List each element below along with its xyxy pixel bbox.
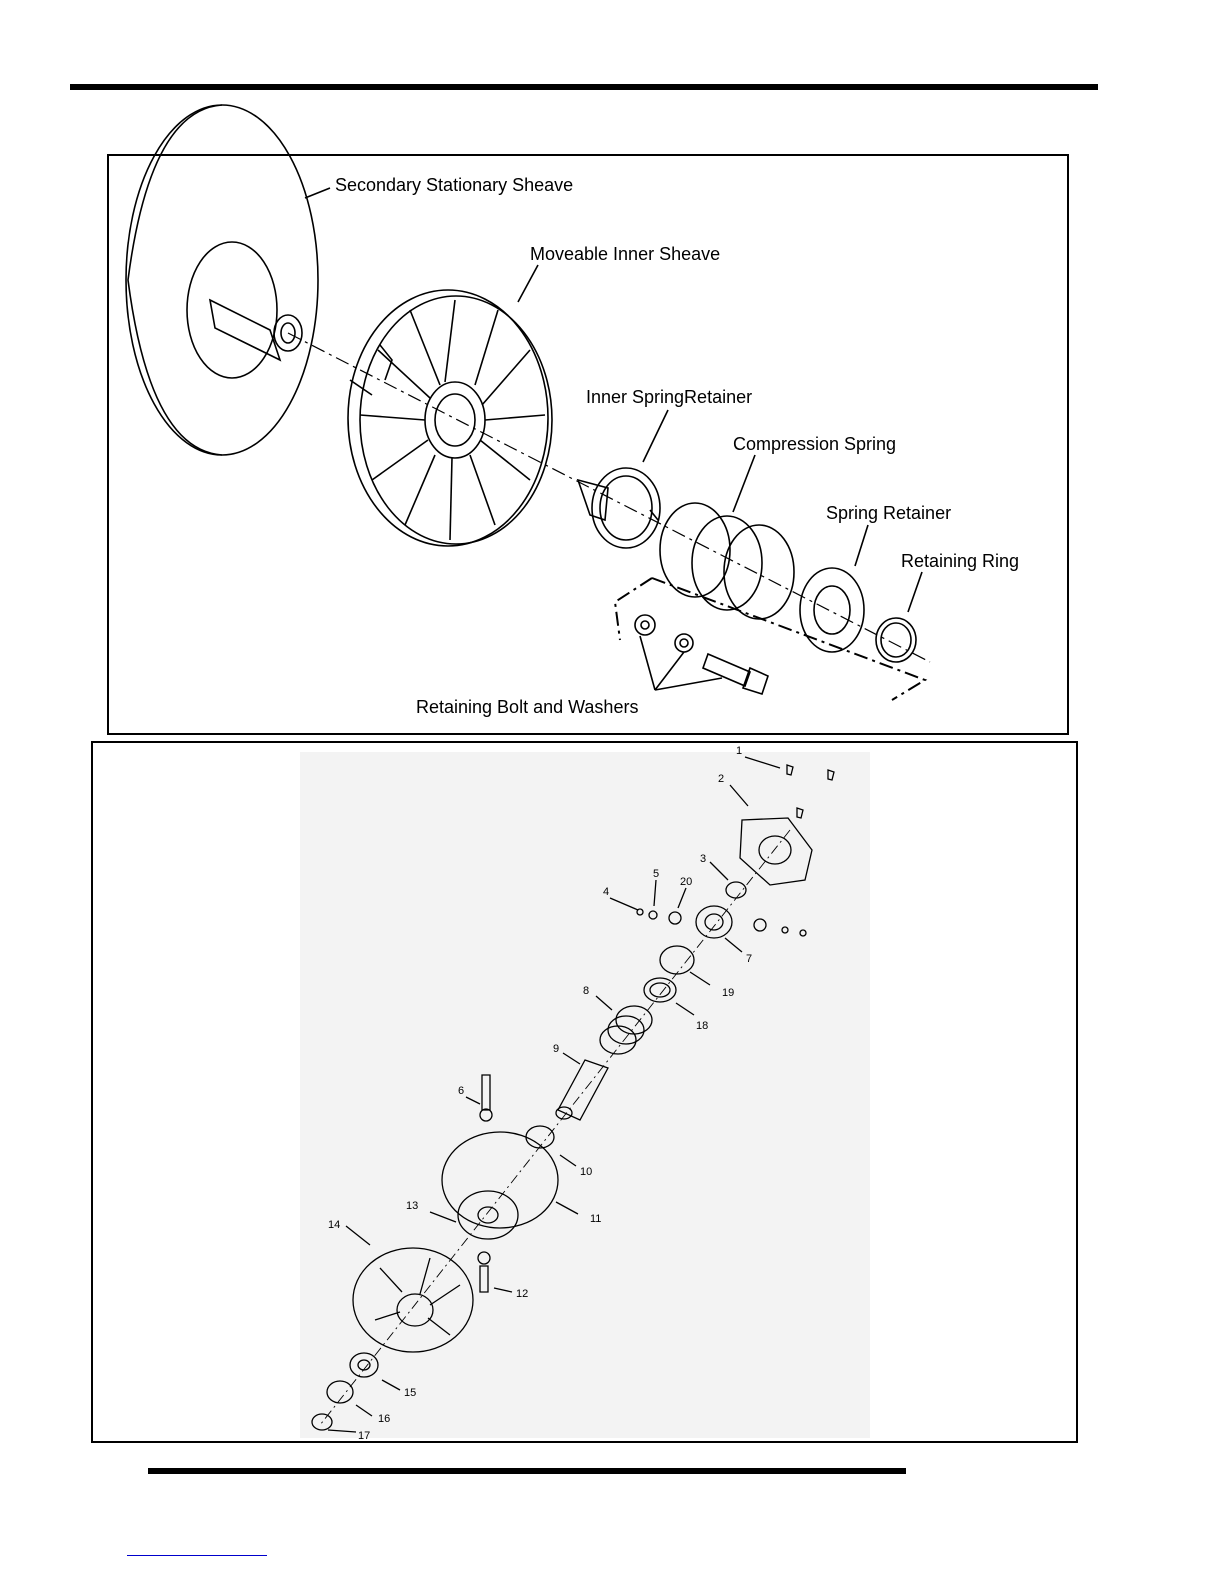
callout-18: 18 [696, 1020, 709, 1032]
callout-12: 12 [516, 1288, 529, 1300]
callout-6: 6 [458, 1085, 465, 1097]
callout-8: 8 [583, 985, 590, 997]
callout-3: 3 [700, 853, 707, 865]
label-secondary-stationary-sheave: Secondary Stationary Sheave [335, 175, 574, 195]
callout-2: 2 [718, 773, 725, 785]
callout-4: 4 [603, 886, 610, 898]
label-retaining-ring: Retaining Ring [901, 551, 1020, 571]
footer-rule [148, 1468, 906, 1474]
callout-7: 7 [746, 953, 753, 965]
label-moveable-inner-sheave: Moveable Inner Sheave [530, 244, 721, 264]
callout-9: 9 [553, 1043, 560, 1055]
callout-13: 13 [406, 1200, 419, 1212]
label-spring-retainer: Spring Retainer [826, 503, 952, 523]
callout-1: 1 [736, 745, 743, 757]
label-retaining-bolt-and-washers: Retaining Bolt and Washers [416, 697, 639, 717]
callout-15: 15 [404, 1387, 417, 1399]
callout-11: 11 [590, 1213, 602, 1225]
callout-16: 16 [378, 1413, 391, 1425]
label-compression-spring: Compression Spring [733, 434, 897, 454]
callout-20: 20 [680, 876, 693, 888]
callout-17: 17 [358, 1430, 371, 1442]
callout-14: 14 [328, 1219, 341, 1231]
callout-5: 5 [653, 868, 660, 880]
label-inner-spring-retainer: Inner SpringRetainer [586, 387, 753, 407]
footer-link-underline[interactable] [127, 1555, 267, 1556]
callout-10: 10 [580, 1166, 593, 1178]
callout-19: 19 [722, 987, 735, 999]
